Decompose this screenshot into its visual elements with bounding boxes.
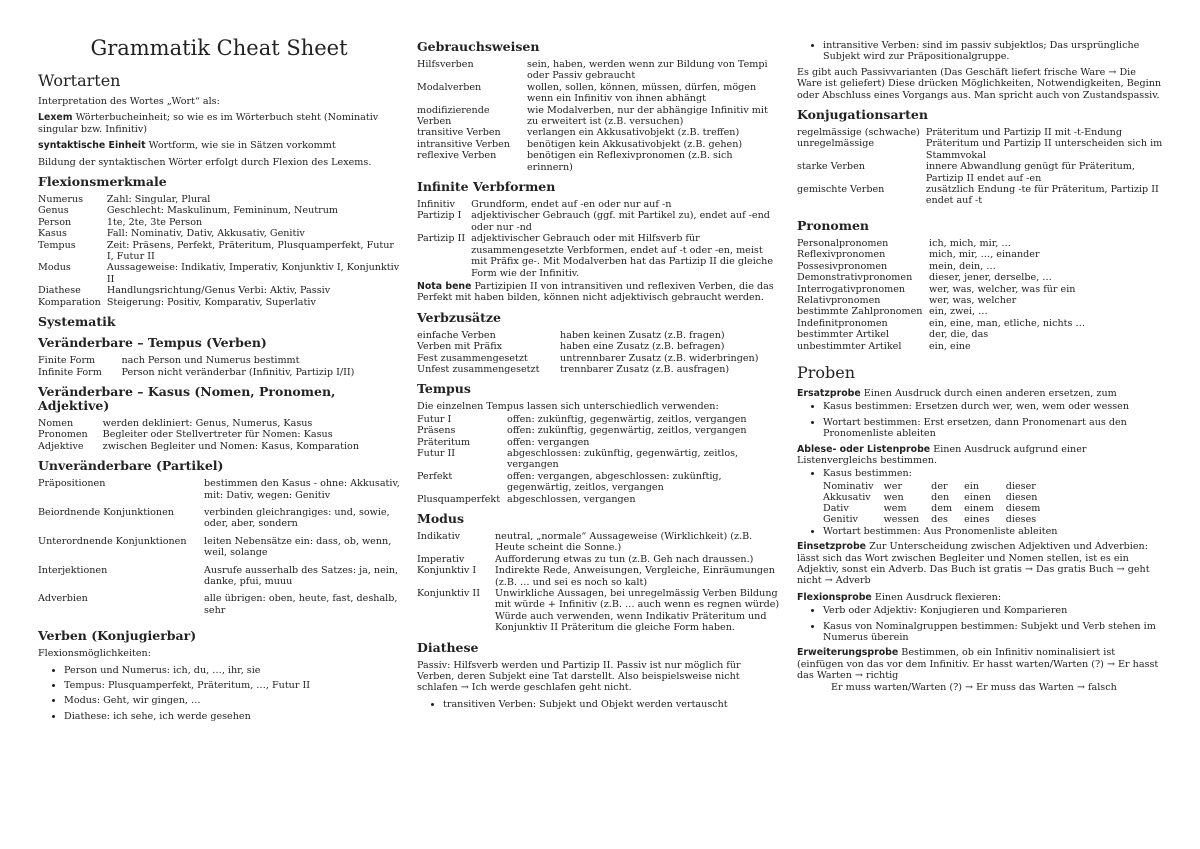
tempus-intro: Die einzelnen Tempus lassen sich unterschiedlich verwenden:: [417, 401, 719, 413]
table-row: [797, 184, 1163, 207]
table-row: [38, 536, 400, 565]
row-value: mich, mir, …, einander: [929, 249, 1040, 261]
row-key: Indikativ: [417, 531, 461, 542]
erweiterungsprobe-line2: Er muss warten/Warten (?) → Er muss das Warten → falsch: [831, 681, 1117, 693]
row-key: Hilfsverben: [417, 59, 474, 70]
list-item: • transitiven Verben: Subjekt und Objekt werden vertauscht: [443, 699, 781, 710]
heading-infinite-verbformen: Infinite Verbformen: [417, 179, 556, 195]
row-key: Adjektive: [38, 440, 84, 452]
row-value: adjektivischer Gebrauch (ggf. mit Partikel zu), endet auf -end oder nur -nd: [471, 210, 770, 233]
table-row: [797, 341, 1163, 352]
nota-term: Nota bene: [417, 280, 472, 292]
row-value: innere Abwandlung genügt für Präteritum, Partizip II endet auf -en: [925, 161, 1135, 184]
row-value: offen: vergangen: [507, 436, 590, 448]
heading-verben: Verben (Konjugierbar): [38, 628, 197, 644]
row-value: Aussageweise: Indikativ, Imperativ, Konjunktiv I, Konjunktiv II: [106, 262, 400, 285]
table-row: [38, 297, 400, 308]
gebrauchsweisen-table: [417, 59, 781, 173]
probe-term: Erweiterungsprobe: [797, 647, 899, 659]
row-key: bestimmter Artikel: [797, 329, 890, 341]
table-row: [417, 554, 781, 565]
table-row: [797, 318, 1163, 329]
row-key: Numerus: [38, 194, 84, 206]
heading-kasus: Veränderbare – Kasus (Nomen, Pronomen, Adjektive): [38, 383, 336, 413]
row-key: Unfest zusammengesetzt: [417, 363, 540, 375]
list-item: • Tempus: Plusquamperfekt, Präteritum, …, Futur II: [64, 680, 400, 691]
table-cell: Akkusativ: [823, 491, 871, 503]
table-row: [417, 139, 781, 150]
row-key: Konjunktiv I: [417, 565, 477, 577]
row-value: dieser, jener, derselbe, …: [929, 272, 1052, 284]
row-key: Finite Form: [38, 355, 96, 367]
table-row: [417, 494, 781, 505]
row-value: trennbarer Zusatz (z.B. ausfragen): [560, 363, 730, 375]
row-value: ein, eine, man, etliche, nichts …: [929, 317, 1086, 329]
table-cell: Dativ: [823, 502, 849, 514]
table-row: [823, 503, 1052, 514]
row-value: Fall: Nominativ, Dativ, Akkusativ, Genitiv: [106, 228, 305, 240]
table-cell: diesem: [1005, 502, 1041, 514]
table-row: [38, 429, 400, 440]
row-key: regelmässige (schwache): [797, 127, 920, 139]
probe-term: Einsetzprobe: [797, 541, 867, 553]
table-row: [38, 194, 400, 205]
ableseprobe-list: [797, 468, 1163, 537]
table-row: [797, 272, 1163, 283]
modus-table: [417, 531, 781, 634]
heading-tempus-verben: Veränderbare – Tempus (Verben): [38, 335, 267, 351]
heading-verbzusaetze: Verbzusätze: [417, 309, 501, 325]
flexionsprobe-list: [797, 605, 1163, 643]
list-item-label: Kasus bestimmen:: [823, 468, 912, 480]
table-row: [417, 531, 781, 554]
table-row: [38, 205, 400, 216]
probe-text: Zur Unterscheidung zwischen Adjektiven und Adverbien: lässt sich das Wort zwischen Begleiter und Nomen stellen, ist es ein Adjektiv, sonst ein Adverb. Das Buch ist gratis → Das gratis Buch → geht nicht → Adverb: [797, 541, 1150, 587]
row-key: Pronomen: [38, 429, 88, 441]
table-cell: der: [931, 480, 948, 492]
ersatzprobe-list: [797, 401, 1163, 439]
table-row: [797, 261, 1163, 272]
row-value: Steigerung: Positiv, Komparativ, Superlativ: [106, 296, 316, 308]
flexionsmerkmale-table: [38, 194, 400, 308]
row-value: bestimmen den Kasus - ohne: Akkusativ, mit: Dativ, wegen: Genitiv: [204, 478, 400, 501]
row-key: Partizip II: [417, 233, 466, 245]
table-row: [417, 150, 781, 173]
row-value: mein, dein, …: [929, 260, 996, 272]
wortarten-intro: Interpretation des Wortes „Wort“ als:: [38, 96, 220, 107]
row-key: Futur II: [417, 447, 456, 459]
row-value: 1te, 2te, 3te Person: [106, 216, 203, 228]
row-value: Zahl: Singular, Plural: [106, 194, 211, 206]
row-key: Unterordnende Konjunktionen: [38, 535, 187, 547]
def-term: Lexem: [38, 112, 73, 124]
table-row: [417, 210, 781, 233]
table-cell: dieses: [1005, 513, 1037, 525]
infinite-table: [417, 199, 781, 279]
table-row: [417, 199, 781, 210]
row-value: adjektivischer Gebrauch oder mit Hilfsverb für zusammengesetzte Verbformen, endet auf -t oder -en, meist mit Präfix ge-. Mit Modalverben hat das Partizip II die gleiche Form wie der Infinitiv.: [471, 233, 774, 279]
diathese-list-continued: [797, 40, 1163, 63]
table-row: [417, 448, 781, 471]
table-row: [38, 441, 400, 452]
row-key: bestimmte Zahlpronomen: [797, 306, 923, 318]
column-1: [38, 36, 400, 726]
heading-modus: Modus: [417, 511, 465, 526]
table-row: [417, 127, 781, 138]
row-value: wie Modalverben, nur der abhängige Infinitiv mit zu erweitert ist (z.B. versuchen): [527, 104, 768, 128]
def-text: Wortform, wie sie in Sätzen vorkommt: [148, 140, 336, 152]
row-value: verbinden gleichrangiges: und, sowie, oder, aber, sondern: [204, 506, 390, 530]
def-term: syntaktische Einheit: [38, 140, 146, 152]
row-key: starke Verben: [797, 161, 865, 173]
table-row: [797, 238, 1163, 249]
table-row: [797, 284, 1163, 295]
verben-intro: Flexionsmöglichkeiten:: [38, 648, 151, 660]
row-value: haben eine Zusatz (z.B. befragen): [560, 341, 725, 353]
row-value: sein, haben, werden wenn zur Bildung von Tempi oder Passiv gebraucht: [527, 59, 768, 82]
row-value: der, die, das: [929, 329, 989, 341]
column-3: [797, 40, 1163, 698]
row-key: Interrogativpronomen: [797, 283, 906, 295]
row-value: Begleiter oder Stellvertreter für Nomen: Kasus: [102, 429, 333, 441]
row-key: unregelmässige: [797, 138, 875, 150]
row-key: unbestimmter Artikel: [797, 340, 902, 352]
row-value: Grundform, endet auf -en oder nur auf -n: [471, 199, 672, 211]
probe-text: Einen Ausdruck flexieren:: [874, 591, 1002, 603]
row-value: Geschlecht: Maskulinum, Femininum, Neutrum: [106, 205, 338, 217]
table-row: [38, 418, 400, 429]
row-key: Modus: [38, 262, 71, 274]
row-key: Infinitiv: [417, 199, 455, 211]
row-key: Person: [38, 216, 72, 228]
table-row: [38, 507, 400, 536]
row-key: Plusquamperfekt: [417, 493, 501, 505]
nota-bene: [417, 281, 781, 304]
document-title: Grammatik Cheat Sheet: [90, 36, 348, 60]
row-value: benötigen kein Akkusativobjekt (z.B. gehen): [527, 138, 743, 150]
probe-text: Einen Ausdruck aufgrund einer Listenvergleichs bestimmen.: [797, 443, 1087, 466]
row-value: neutral, „normale“ Aussageweise (Wirklichkeit) (z.B. Heute scheint die Sonne.): [495, 531, 753, 554]
table-row: [38, 478, 400, 507]
row-key: Reflexivpronomen: [797, 249, 886, 261]
row-key: Personalpronomen: [797, 237, 889, 249]
heading-systematik: Systematik: [38, 314, 116, 330]
table-row: [417, 105, 781, 128]
row-key: Präsens: [417, 425, 456, 437]
systematik-tempus-table: [38, 355, 400, 378]
probe-text: Einen Ausdruck durch einen anderen ersetzen, zum: [863, 387, 1117, 399]
row-value: haben keinen Zusatz (z.B. fragen): [560, 329, 725, 341]
row-key: Interjektionen: [38, 564, 108, 576]
table-row: [797, 306, 1163, 317]
table-row: [797, 138, 1163, 161]
table-row: [38, 565, 400, 594]
table-row: [417, 565, 781, 588]
heading-proben: Proben: [797, 362, 856, 382]
row-value: benötigen ein Reflexivpronomen (z.B. sich erinnern): [527, 150, 733, 173]
table-row: [823, 492, 1052, 503]
row-key: Nomen: [38, 417, 74, 429]
table-cell: dieser: [1005, 480, 1036, 492]
table-cell: ein: [964, 480, 980, 492]
list-item: • Wortart bestimmen: Aus Pronomenliste ableiten: [823, 526, 1163, 537]
row-key: Genus: [38, 205, 69, 217]
row-key: Tempus: [38, 239, 76, 251]
list-item: [823, 468, 1163, 524]
row-value: abgeschlossen: zukünftig, gegenwärtig, zeitlos, vergangen: [507, 447, 739, 471]
row-key: Diathese: [38, 285, 81, 297]
row-key: reflexive Verben: [417, 150, 497, 162]
table-row: [417, 414, 781, 425]
row-key: modifizierende Verben: [417, 104, 490, 128]
table-cell: diesen: [1005, 491, 1038, 503]
table-row: [38, 367, 400, 378]
row-value: ein, eine: [929, 340, 971, 352]
list-item: • Modus: Geht, wir gingen, …: [64, 695, 400, 706]
row-value: Präteritum und Partizip II mit -t-Endung: [925, 127, 1122, 139]
row-key: Possesivpronomen: [797, 260, 888, 272]
table-cell: wen: [883, 491, 904, 503]
row-value: alle übrigen: oben, heute, fast, deshalb, sehr: [204, 593, 398, 616]
row-value: Ausrufe ausserhalb des Satzes: ja, nein, danke, pfui, muuu: [204, 564, 399, 587]
list-item: • Diathese: ich sehe, ich werde gesehen: [64, 711, 400, 722]
diathese-outro: Es gibt auch Passivvarianten (Das Geschäft liefert frische Ware → Die Ware ist geliefert) Diese drücken Möglichkeiten, Notwendigkeiten, Beginn oder Abschluss eines Vorgangs aus. Man spricht auch von Zustandspassiv.: [797, 66, 1162, 101]
table-row: [797, 249, 1163, 260]
table-row: [797, 295, 1163, 306]
row-key: Fest zusammengesetzt: [417, 352, 528, 364]
ableseprobe: [797, 444, 1163, 467]
row-value: Handlungsrichtung/Genus Verbi: Aktiv, Passiv: [106, 285, 331, 297]
row-value: zwischen Begleiter und Nomen: Kasus, Komparation: [102, 440, 360, 452]
row-key: Infinite Form: [38, 366, 102, 378]
list-item: • Person und Numerus: ich, du, …, ihr, sie: [64, 665, 400, 676]
def-lexem: [38, 112, 400, 135]
row-key: Präteritum: [417, 436, 471, 448]
table-cell: eines: [964, 513, 990, 525]
row-value: verlangen ein Akkusativobjekt (z.B. treffen): [527, 127, 740, 139]
probe-term: Flexionsprobe: [797, 591, 872, 603]
probe-term: Ablese- oder Listenprobe: [797, 443, 931, 455]
list-item: • intransitive Verben: sind im passiv subjektlos; Das ursprüngliche Subjekt wird zur Präpositionalgruppe.: [823, 40, 1163, 63]
row-value: wollen, sollen, können, müssen, dürfen, mögen wenn ein Infinitiv von ihnen abhängt: [527, 81, 757, 105]
row-value: werden dekliniert: Genus, Numerus, Kasus: [102, 417, 313, 429]
row-value: offen: zukünftig, gegenwärtig, zeitlos, vergangen: [507, 413, 747, 425]
column-2: [417, 40, 781, 714]
wortarten-outro: Bildung der syntaktischen Wörter erfolgt durch Flexion des Lexems.: [38, 156, 372, 168]
row-value: offen: vergangen, abgeschlossen: zukünftig, gegenwärtig, zeitlos, vergangen: [507, 470, 722, 494]
tempus-table: [417, 414, 781, 505]
table-cell: einen: [964, 491, 991, 503]
table-row: [38, 240, 400, 263]
table-row: [38, 228, 400, 239]
table-cell: wem: [883, 502, 907, 514]
row-value: wer, was, welcher: [929, 294, 1017, 306]
table-row: [823, 514, 1052, 525]
def-syntaktische-einheit: [38, 140, 400, 151]
table-cell: Genitiv: [823, 513, 858, 525]
table-row: [417, 59, 781, 82]
ersatzprobe: [797, 388, 1163, 399]
table-row: [417, 330, 781, 341]
row-key: Partizip I: [417, 210, 462, 222]
row-key: gemischte Verben: [797, 184, 885, 196]
erweiterungsprobe: [797, 647, 1163, 681]
row-key: Indefinitpronomen: [797, 317, 888, 329]
row-key: Perfekt: [417, 470, 453, 482]
row-key: Adverbien: [38, 593, 88, 605]
table-cell: wessen: [883, 513, 920, 525]
table-row: [417, 588, 781, 634]
flexionsprobe: [797, 592, 1163, 603]
heading-flexionsmerkmale: Flexionsmerkmale: [38, 174, 167, 190]
table-row: [797, 161, 1163, 184]
heading-gebrauchsweisen: Gebrauchsweisen: [417, 39, 540, 54]
table-row: [797, 127, 1163, 138]
einsetzprobe: [797, 541, 1163, 587]
row-value: Aufforderung etwas zu tun (z.B. Geh nach draussen.): [495, 553, 754, 565]
row-key: intransitive Verben: [417, 138, 510, 150]
table-row: [417, 364, 781, 375]
row-value: Indirekte Rede, Anweisungen, Vergleiche, Einräumungen (z.B. … und sei es noch so kalt): [495, 565, 775, 588]
pronomen-table: [797, 238, 1163, 352]
table-row: [38, 217, 400, 228]
row-value: ein, zwei, …: [929, 306, 988, 318]
heading-tempus: Tempus: [417, 381, 471, 397]
systematik-kasus-table: [38, 418, 400, 452]
verben-list: [38, 665, 400, 723]
row-value: wer, was, welcher, was für ein: [929, 283, 1076, 295]
row-key: Futur I: [417, 413, 452, 425]
row-value: untrennbarer Zusatz (z.B. widerbringen): [560, 352, 759, 364]
table-row: [38, 285, 400, 296]
list-item: • Kasus bestimmen: Ersetzen durch wer, wen, wem oder wessen: [823, 401, 1163, 412]
list-item: • Verb oder Adjektiv: Konjugieren und Komparieren: [823, 605, 1163, 616]
heading-pronomen: Pronomen: [797, 217, 870, 233]
table-cell: Nominativ: [823, 480, 874, 492]
row-key: einfache Verben: [417, 329, 496, 341]
row-value: nach Person und Numerus bestimmt: [121, 355, 300, 367]
table-row: [797, 329, 1163, 340]
list-item: • Kasus von Nominalgruppen bestimmen: Subjekt und Verb stehen im Numerus überein: [823, 621, 1163, 644]
table-cell: dem: [931, 502, 953, 514]
table-row: [38, 262, 400, 285]
table-row: [823, 481, 1052, 492]
row-key: Imperativ: [417, 553, 465, 565]
row-value: Unwirkliche Aussagen, bei unregelmässig Verben Bildung mit würde + Infinitiv (z.B. … auch wenn es regnen würde) Würde auch verwenden, wenn Indikativ Präteritum und Konjunktiv II Präteritum die gleiche Form haben.: [495, 588, 780, 634]
heading-konjugationsarten: Konjugationsarten: [797, 107, 928, 123]
row-value: ich, mich, mir, …: [929, 237, 1011, 249]
table-cell: wer: [883, 480, 903, 492]
def-text: Wörterbucheinheit; so wie es im Wörterbuch steht (Nominativ singular bzw. Infinitiv): [38, 112, 379, 135]
unveraenderbare-table: [38, 478, 400, 622]
row-key: Relativpronomen: [797, 294, 881, 306]
row-key: Konjunktiv II: [417, 588, 480, 600]
table-cell: des: [931, 513, 948, 525]
table-row: [417, 437, 781, 448]
probe-text: Bestimmen, ob ein Infinitiv nominalisiert ist (einfügen von das vor dem Infinitiv. Er hasst warten/Warten (?) → Er hasst das Warten → richtig: [797, 647, 1159, 682]
probe-term: Ersatzprobe: [797, 387, 861, 399]
row-value: zusätzlich Endung -te für Präteritum, Partizip II endet auf -t: [925, 184, 1159, 207]
heading-unveraenderbare: Unveränderbare (Partikel): [38, 458, 224, 474]
table-row: [417, 341, 781, 352]
heading-diathese: Diathese: [417, 639, 479, 655]
row-key: Demonstrativpronomen: [797, 272, 913, 284]
row-key: transitive Verben: [417, 127, 501, 139]
table-row: [417, 82, 781, 105]
row-value: abgeschlossen, vergangen: [507, 493, 636, 505]
row-key: Beiordnende Konjunktionen: [38, 506, 174, 518]
table-row: [417, 425, 781, 436]
table-row: [417, 233, 781, 279]
row-value: Zeit: Präsens, Perfekt, Präteritum, Plusquamperfekt, Futur I, Futur II: [106, 239, 395, 263]
row-key: Verben mit Präfix: [417, 341, 502, 353]
konjugation-table: [797, 127, 1163, 207]
row-value: Präteritum und Partizip II unterscheiden sich im Stammvokal: [925, 138, 1163, 161]
row-key: Kasus: [38, 228, 67, 240]
table-row: [38, 593, 400, 622]
row-key: Modalverben: [417, 81, 482, 93]
verbzusaetze-table: [417, 330, 781, 376]
table-cell: einem: [964, 502, 994, 514]
table-row: [417, 353, 781, 364]
diathese-text: Passiv: Hilfsverb werden und Partizip II. Passiv ist nur möglich für Verben, deren Subjekt eine Tat darstellt. Also beispielsweise nicht schlafen → Ich werde geschlafen geht nicht.: [417, 659, 741, 694]
row-value: leiten Nebensätze ein: dass, ob, wenn, weil, solange: [204, 535, 392, 559]
table-row: [38, 355, 400, 366]
row-value: offen: zukünftig, gegenwärtig, zeitlos, vergangen: [507, 425, 747, 437]
kasus-table: [823, 481, 1052, 525]
row-value: Person nicht veränderbar (Infinitiv, Partizip I/II): [121, 366, 355, 378]
row-key: Präpositionen: [38, 478, 106, 490]
table-cell: den: [931, 491, 950, 503]
nota-text: Partizipien II von intransitiven und reflexiven Verben, die das Perfekt mit haben bilden, können nicht adjektivisch gebraucht werden.: [417, 280, 774, 304]
diathese-list: [417, 699, 781, 710]
row-key: Komparation: [38, 296, 101, 308]
table-row: [417, 471, 781, 494]
heading-wortarten: Wortarten: [38, 71, 121, 90]
list-item: • Wortart bestimmen: Erst ersetzen, dann Pronomenart aus den Pronomenliste ableiten: [823, 417, 1163, 440]
